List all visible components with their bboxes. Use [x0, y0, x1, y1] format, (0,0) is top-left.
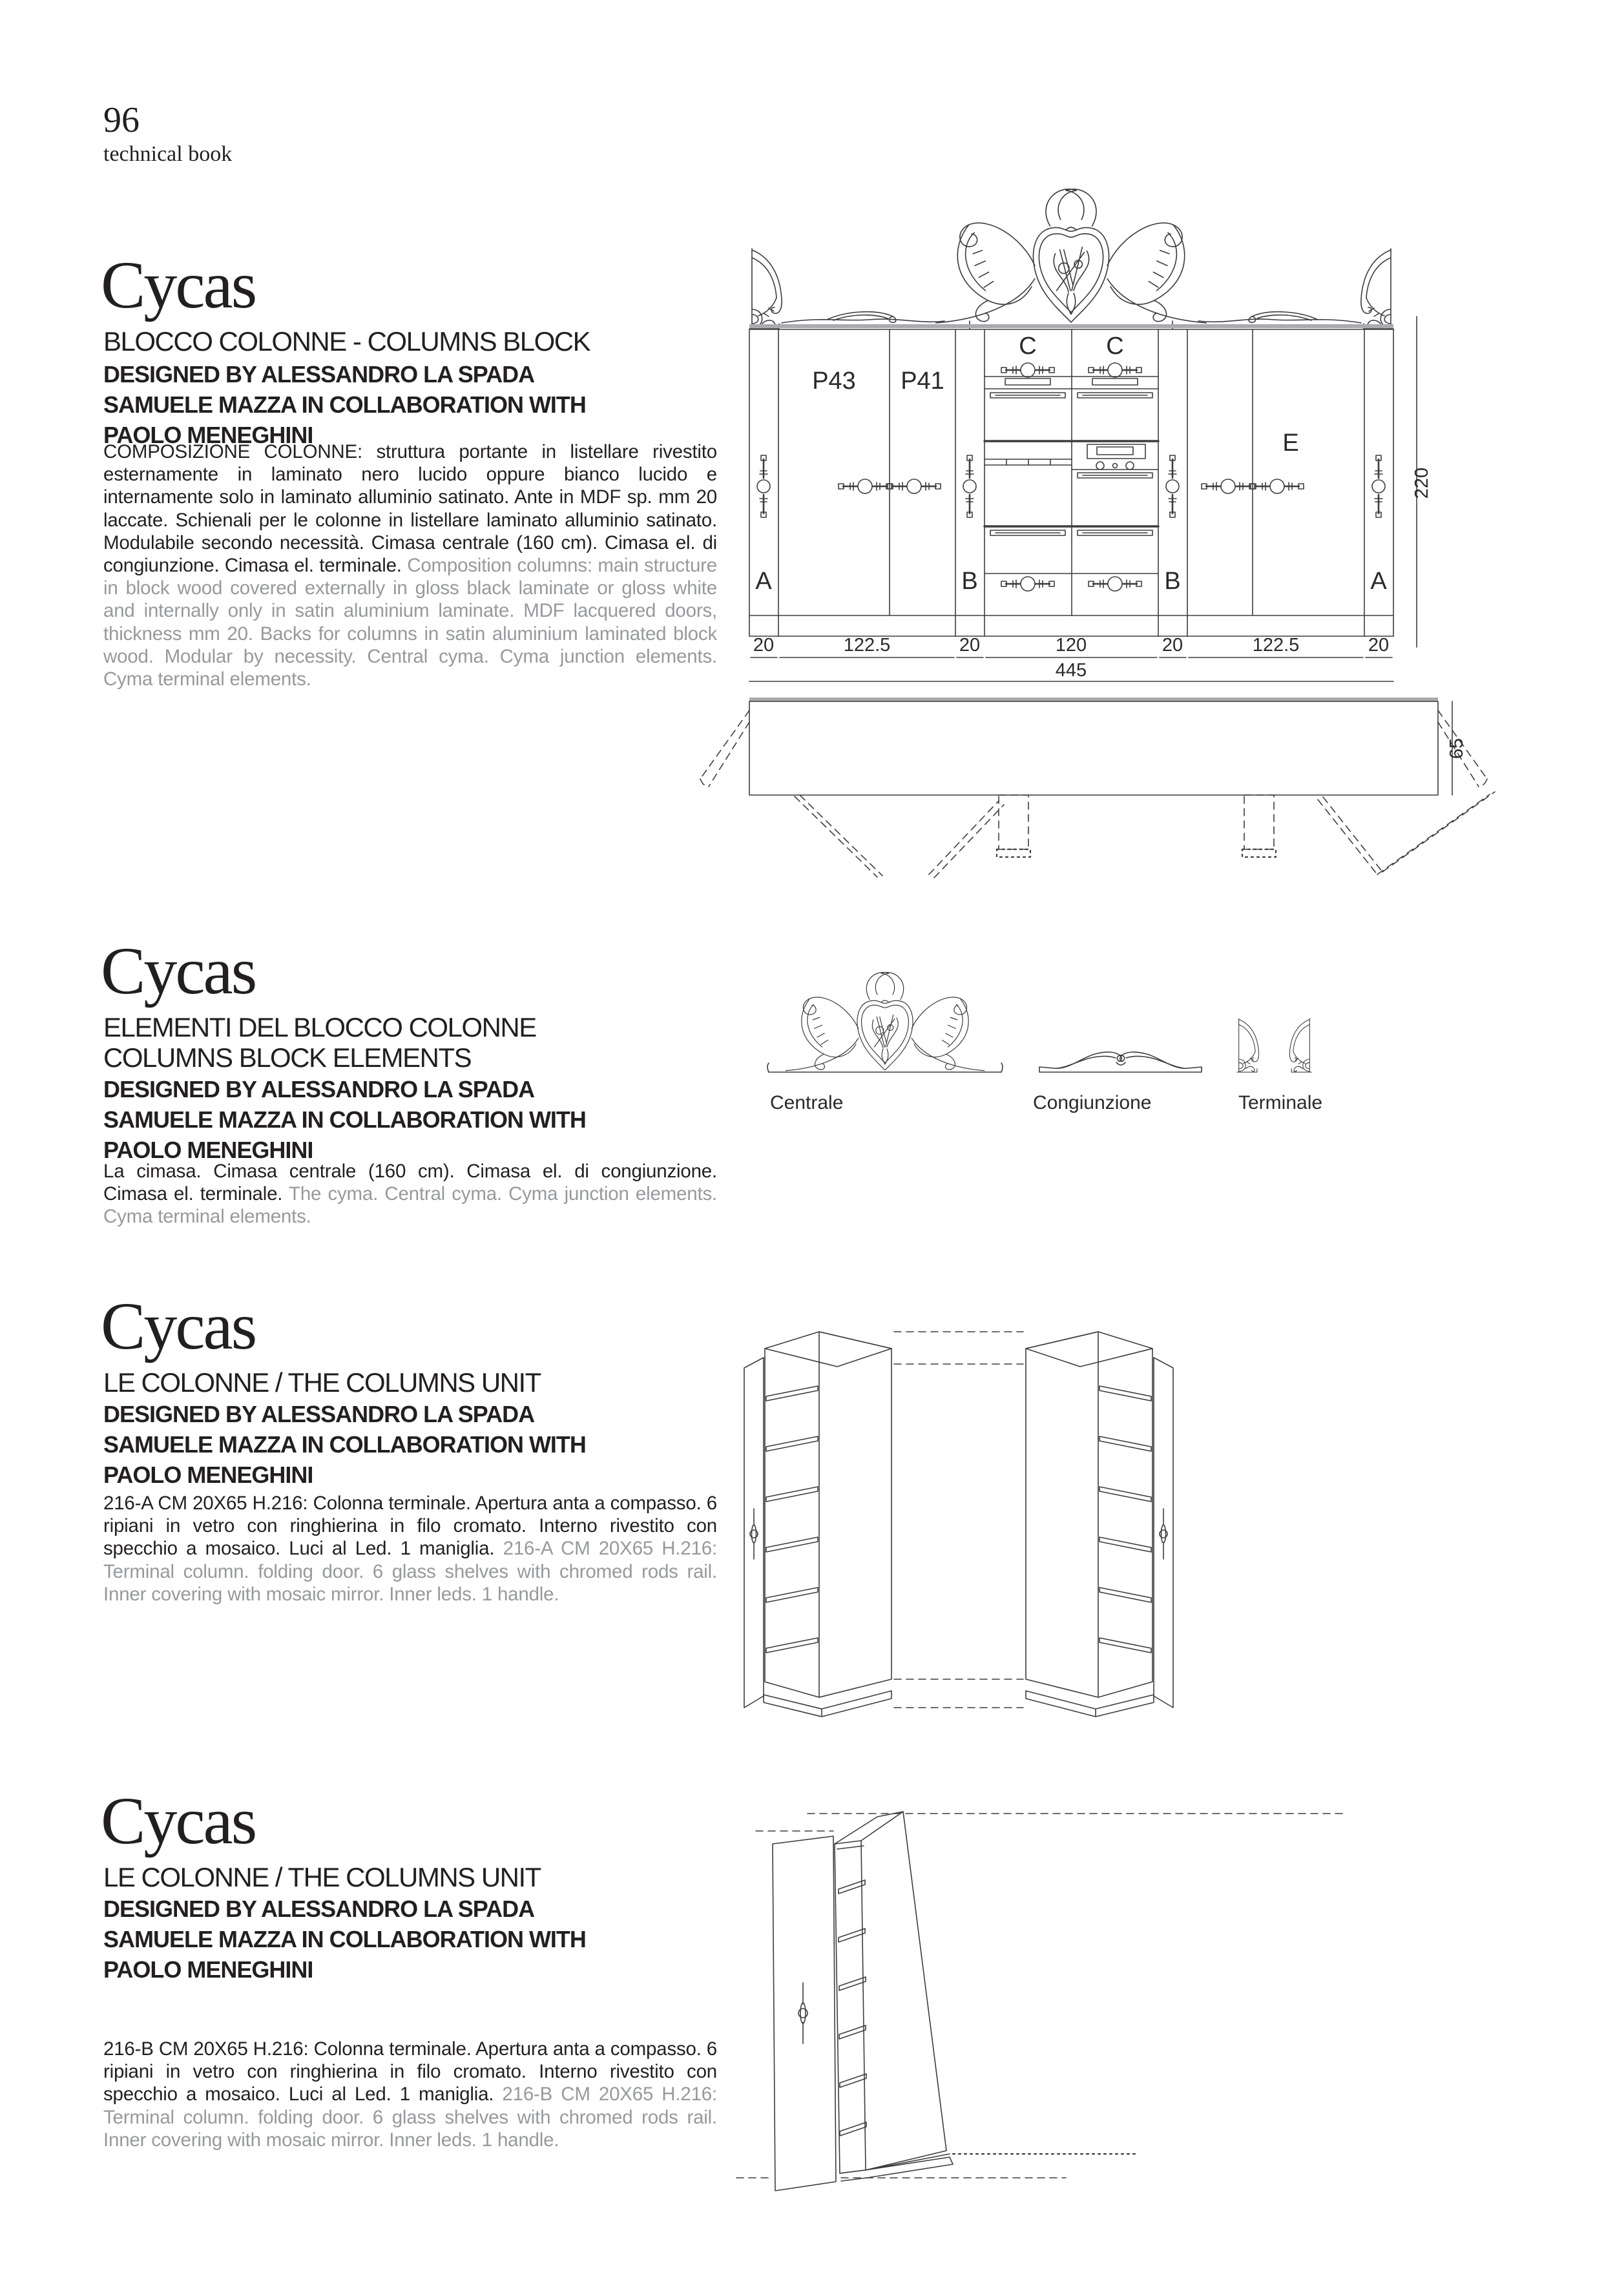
dim-total: 445 — [1055, 660, 1087, 681]
product-subtitle-2: ELEMENTI DEL BLOCCO COLONNE — [103, 1012, 536, 1042]
product-subtitle-4: LE COLONNE / THE COLUMNS UNIT — [103, 1862, 541, 1892]
congiunzione-element — [1039, 1052, 1202, 1072]
description-english: 216-A CM 20X65 H.216: Terminal column. folding door. 6 glass shelves with chromed rods rail. Inner covering with mosaic mirror. Inner leds. 1 handle. — [103, 1538, 718, 1605]
designer-line: SAMUELE MAZZA IN COLLABORATION WITH — [103, 1431, 586, 1458]
designer-line: DESIGNED BY ALESSANDRO LA SPADA — [103, 361, 535, 388]
dim-depth: 65 — [1446, 738, 1467, 760]
panel-label-e: E — [1282, 429, 1299, 457]
dim-segment: 122.5 — [843, 635, 891, 656]
product-subtitle-2b: COLUMNS BLOCK ELEMENTS — [103, 1042, 472, 1073]
open-door — [773, 1836, 836, 2191]
description-italian: La cimasa. Cimasa centrale (160 cm). Cimasa el. di congiunzione. Cimasa el. terminale. — [103, 1161, 717, 1205]
description-italian: COMPOSIZIONE COLONNE: struttura portante in listellare rivestito esternamente in laminato nero lucido oppure bianco lucido e internamente solo in laminato alluminio satinato. Ante in MDF sp. mm 20 laccate. Schienali per le colonne in listellare laminato alluminio satinato. Modulabile secondo necessità. Cimasa centrale (160 cm). Cimasa el. di congiunzione. Cimasa el. terminale. — [103, 441, 717, 577]
designer-line: SAMUELE MAZZA IN COLLABORATION WITH — [103, 1106, 586, 1133]
caption-congiunzione: Congiunzione — [1033, 1092, 1152, 1113]
page-number: 96 — [103, 100, 140, 140]
product-subtitle-1: BLOCCO COLONNE - COLUMNS BLOCK — [103, 326, 590, 357]
designer-line: SAMUELE MAZZA IN COLLABORATION WITH — [103, 1926, 586, 1952]
page-subtitle: technical book — [103, 142, 233, 166]
open-doors-bottom — [999, 795, 1274, 849]
panel-label-c-right: C — [1106, 333, 1124, 360]
designer-line: DESIGNED BY ALESSANDRO LA SPADA — [103, 1401, 535, 1427]
cyma-elements-drawing — [743, 940, 1389, 1140]
dim-segment: 120 — [1055, 635, 1087, 656]
panel-label-p41: P41 — [901, 367, 944, 395]
control-panel — [1087, 444, 1145, 470]
description-paragraph-1 — [103, 440, 717, 690]
panel-label-b-right: B — [1164, 568, 1181, 595]
dim-segment: 20 — [959, 635, 981, 656]
designer-line: PAOLO MENEGHINI — [103, 1462, 313, 1488]
alignment-dashed-lines — [736, 1814, 1344, 2178]
dim-segment: 20 — [753, 635, 775, 656]
product-title-2: Cycas — [101, 934, 256, 1008]
designer-line: PAOLO MENEGHINI — [103, 1956, 313, 1983]
open-door-caps — [997, 849, 1276, 857]
dim-segment: 20 — [1368, 635, 1390, 656]
column-carcass — [835, 1812, 946, 2173]
product-title-4: Cycas — [101, 1784, 256, 1858]
door-handle — [798, 1983, 808, 2043]
dim-segment: 122.5 — [1252, 635, 1300, 656]
designer-line: DESIGNED BY ALESSANDRO LA SPADA — [103, 1896, 535, 1922]
product-title-1: Cycas — [101, 248, 256, 322]
height-dimension — [1412, 316, 1432, 647]
description-english: The cyma. Central cyma. Cyma junction elements. Cyma terminal elements. — [103, 1183, 717, 1228]
terminale-element — [1237, 1019, 1311, 1072]
designer-block-1 — [103, 359, 586, 450]
description-paragraph-2 — [103, 1160, 717, 1228]
description-paragraph-3 — [103, 1492, 717, 1606]
designer-block-2 — [103, 1074, 586, 1165]
depth-dimension — [1446, 701, 1467, 795]
designer-line: SAMUELE MAZZA IN COLLABORATION WITH — [103, 391, 586, 418]
alignment-dashed-lines — [894, 1332, 1023, 1708]
cyma-top — [749, 189, 1393, 329]
designer-block-4 — [103, 1894, 586, 1985]
description-english: Composition columns: main structure in block wood covered externally in gloss black laminate or gloss white and internally only in satin aluminium laminate. MDF lacquered doors, thickness mm 20. Backs for columns in satin aluminium laminated block wood. Modular by necessity. Central cyma. Cyma junction elements. Cyma terminal elements. — [103, 555, 717, 690]
panel-label-a-right: A — [1370, 568, 1387, 595]
columns-block-elevation-drawing — [730, 187, 1479, 704]
centrale-element — [767, 972, 1003, 1072]
panel-label-p43: P43 — [812, 367, 856, 395]
description-italian: 216-A CM 20X65 H.216: Colonna terminale. Apertura anta a compasso. 6 ripiani in vetro con ringhierina in filo cromato. Interno rivestito con specchio a mosaico. Luci al Led. 1 maniglia. — [103, 1493, 717, 1560]
door-swing-diagonals — [795, 792, 1495, 878]
terminal-column-single-drawing — [736, 1805, 1382, 2206]
description-italian: 216-B CM 20X65 H.216: Colonna terminale. Apertura anta a compasso. 6 ripiani in vetro con ringhierina in filo cromato. Interno rivestito con specchio a mosaico. Luci al Led. 1 maniglia. — [103, 2038, 717, 2105]
plan-body — [749, 699, 1438, 795]
plinth-base — [840, 2154, 953, 2181]
door-swing-left — [700, 710, 749, 787]
panel-label-c-left: C — [1019, 333, 1037, 360]
dim-height: 220 — [1412, 467, 1432, 499]
designer-line: DESIGNED BY ALESSANDRO LA SPADA — [103, 1076, 535, 1102]
columns-block-plan-drawing — [672, 685, 1512, 907]
panel-label-b-left: B — [961, 568, 978, 595]
terminal-columns-pair-drawing — [730, 1311, 1247, 1724]
description-paragraph-4 — [103, 2038, 717, 2151]
designer-block-3 — [103, 1399, 586, 1490]
caption-centrale: Centrale — [770, 1092, 844, 1113]
width-dimension-row — [749, 635, 1393, 681]
designer-line: PAOLO MENEGHINI — [103, 422, 313, 448]
designer-line: PAOLO MENEGHINI — [103, 1137, 313, 1163]
description-english: 216-B CM 20X65 H.216: Terminal column. folding door. 6 glass shelves with chromed rods rail. Inner covering with mosaic mirror. Inner leds. 1 handle. — [103, 2084, 717, 2151]
product-title-3: Cycas — [101, 1289, 256, 1363]
dim-segment: 20 — [1162, 635, 1183, 656]
product-subtitle-3: LE COLONNE / THE COLUMNS UNIT — [103, 1367, 541, 1398]
caption-terminale: Terminale — [1238, 1092, 1323, 1113]
panel-label-a-left: A — [755, 568, 772, 595]
